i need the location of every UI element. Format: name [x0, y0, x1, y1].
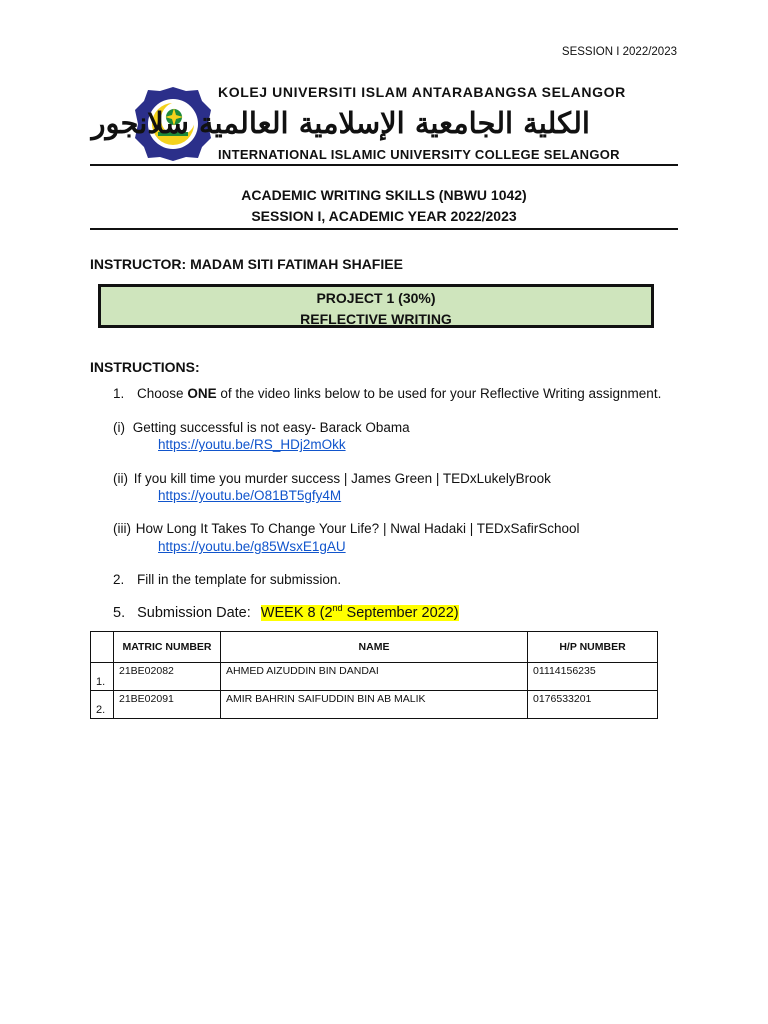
video-item-2: [113, 471, 551, 486]
video-item-3: [113, 521, 580, 536]
university-name-english: INTERNATIONAL ISLAMIC UNIVERSITY COLLEGE SELANGOR: [218, 147, 620, 162]
table-header-row: [91, 632, 658, 663]
row-phone: 01114156235: [528, 663, 658, 691]
video-number: (i): [113, 420, 125, 435]
submission-label: Submission Date:: [137, 604, 251, 621]
header-cell-num: [91, 632, 114, 663]
video-title: How Long It Takes To Change Your Life? | Nwal Hadaki | TEDxSafirSchool: [135, 521, 580, 536]
item-number: 2.: [113, 572, 125, 587]
item-text-pre: Choose: [137, 386, 188, 401]
header-rule: [90, 164, 678, 166]
instructions-heading: INSTRUCTIONS:: [90, 359, 200, 375]
item-text: Fill in the template for submission.: [137, 572, 342, 587]
row-name: AMIR BAHRIN SAIFUDDIN BIN AB MALIK: [221, 691, 528, 719]
row-phone: 0176533201: [528, 691, 658, 719]
item-text-post: of the video links below to be used for your Reflective Writing assignment.: [216, 386, 662, 401]
row-matric: 21BE02082: [114, 663, 221, 691]
row-number: 2.: [91, 691, 114, 719]
video-link-1[interactable]: https://youtu.be/RS_HDj2mOkk: [158, 437, 346, 452]
video-title: If you kill time you murder success | James Green | TEDxLukelyBrook: [133, 471, 551, 486]
instructor-line: INSTRUCTOR: MADAM SITI FATIMAH SHAFIEE: [90, 256, 403, 272]
instruction-item-1: [113, 386, 661, 401]
course-session: SESSION I, ACADEMIC YEAR 2022/2023: [251, 208, 517, 224]
session-tag: SESSION I 2022/2023: [561, 46, 677, 58]
submission-date: [261, 605, 459, 621]
item-text-bold: ONE: [187, 386, 217, 401]
student-table: [90, 631, 658, 719]
video-number: (iii): [113, 521, 131, 536]
table-row: [91, 691, 658, 719]
instruction-item-5: [113, 603, 459, 621]
video-title: Getting successful is not easy- Barack Obama: [132, 420, 410, 435]
video-number: (ii): [113, 471, 128, 486]
project-subtitle: REFLECTIVE WRITING: [300, 311, 452, 327]
header-cell-phone: H/P NUMBER: [528, 632, 658, 663]
project-title: PROJECT 1 (30%): [316, 290, 436, 306]
project-box: [98, 284, 654, 328]
row-number: 1.: [91, 663, 114, 691]
video-item-1: [113, 420, 410, 435]
course-rule: [90, 228, 678, 230]
course-title: ACADEMIC WRITING SKILLS (NBWU 1042): [241, 187, 527, 203]
row-matric: 21BE02091: [114, 691, 221, 719]
video-link-2[interactable]: https://youtu.be/O81BT5gfy4M: [158, 488, 342, 503]
submission-date-pre: WEEK 8 (2: [260, 604, 333, 621]
header-cell-name: NAME: [221, 632, 528, 663]
university-name-arabic: الكلية الجامعية الإسلامية العالمية سلانجور: [91, 106, 590, 140]
row-name: AHMED AIZUDDIN BIN DANDAI: [221, 663, 528, 691]
submission-date-sup: nd: [332, 603, 343, 613]
university-name-malay: KOLEJ UNIVERSITI ISLAM ANTARABANGSA SELANGOR: [218, 84, 626, 100]
table-row: [91, 663, 658, 691]
video-link-3[interactable]: https://youtu.be/g85WsxE1gAU: [158, 539, 346, 554]
item-number: 1.: [113, 386, 125, 401]
header-cell-matric: MATRIC NUMBER: [114, 632, 221, 663]
submission-date-post: September 2022): [342, 604, 459, 621]
instruction-item-2: [113, 572, 341, 587]
item-number: 5.: [113, 604, 126, 621]
